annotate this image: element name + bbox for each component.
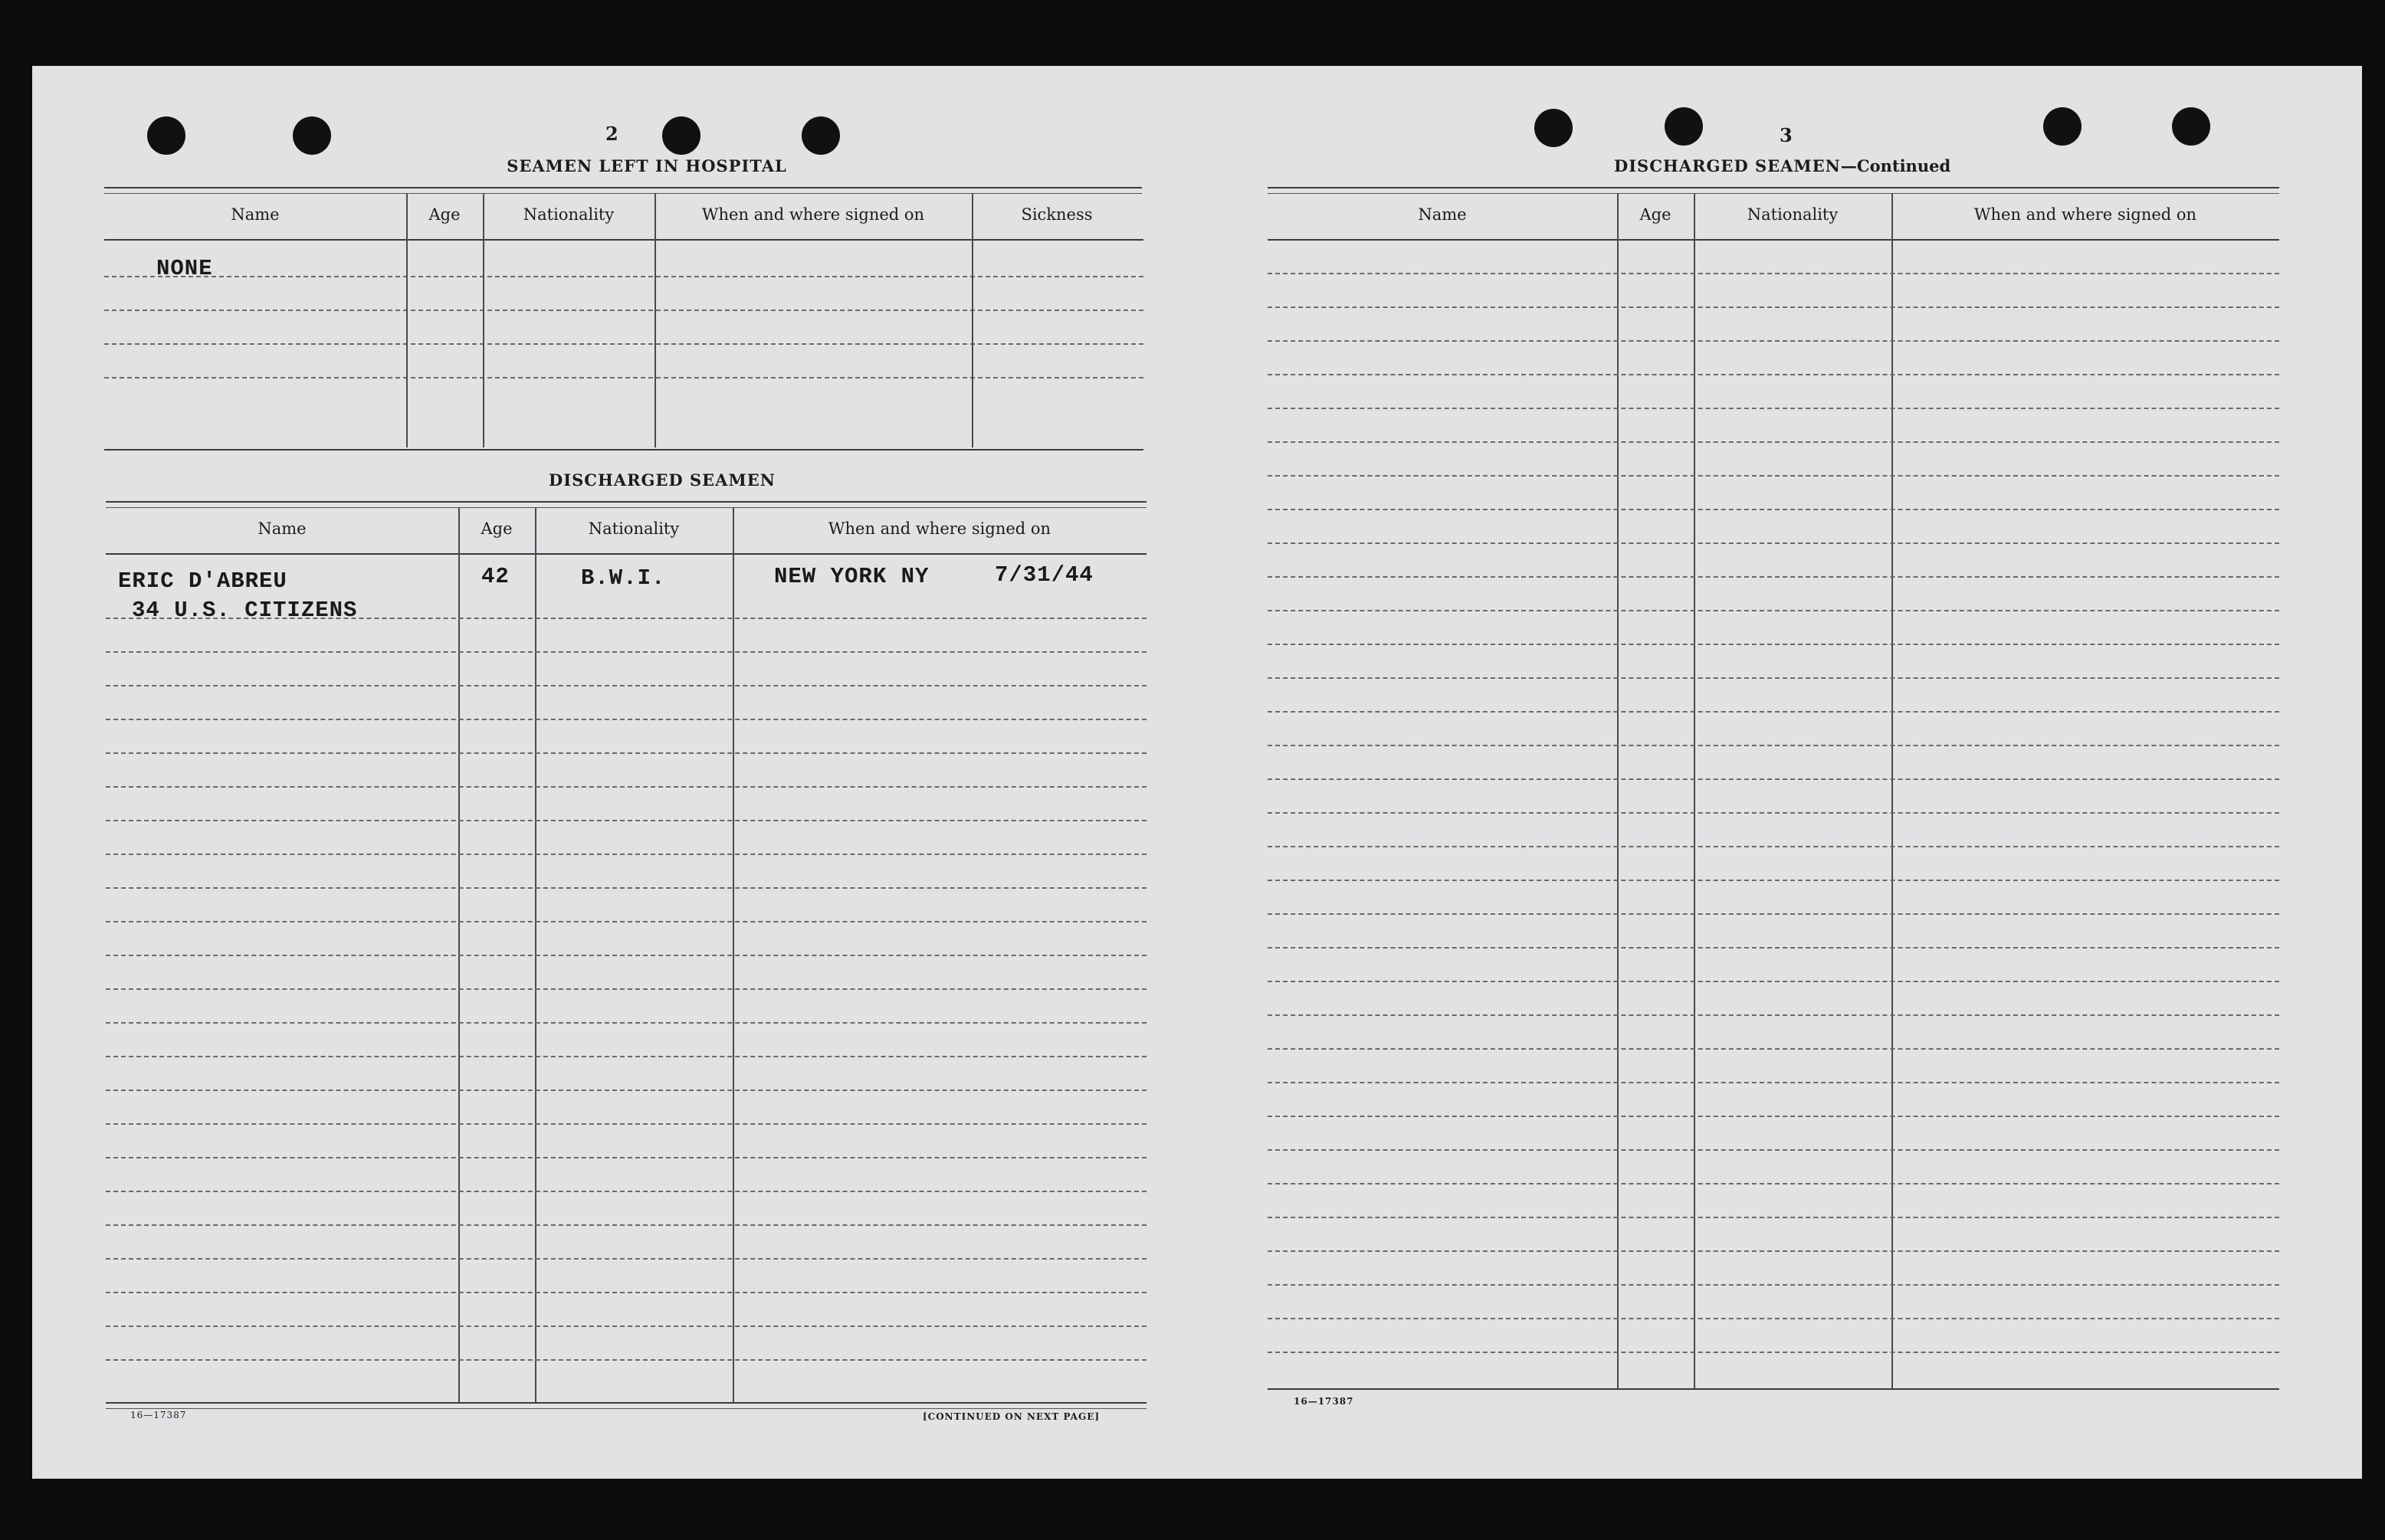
- ruled-line: [1268, 1183, 2279, 1184]
- ruled-line: [106, 854, 1147, 855]
- discharged-header-name: Name: [258, 519, 307, 538]
- ruled-line: [106, 1292, 1147, 1293]
- ruled-line: [1268, 711, 2279, 713]
- ruled-line: [1268, 374, 2279, 375]
- discharged-header-age: Age: [481, 519, 513, 538]
- ruled-line: [1268, 1217, 2279, 1218]
- ruled-line: [1268, 677, 2279, 679]
- hospital-header-sickness: Sickness: [1021, 205, 1093, 224]
- continued-note: [CONTINUED ON NEXT PAGE]: [923, 1411, 1101, 1422]
- ruled-line: [1268, 644, 2279, 645]
- ruled-line: [106, 1191, 1147, 1192]
- continued-header-age: Age: [1639, 205, 1671, 224]
- ruled-line: [106, 719, 1147, 720]
- form-number-left: 16—17387: [130, 1410, 187, 1420]
- ruled-line: [106, 955, 1147, 956]
- ruled-line: [1268, 812, 2279, 814]
- ruled-line: [1268, 1250, 2279, 1252]
- punch-hole: [2172, 107, 2210, 146]
- ruled-line: [106, 786, 1147, 788]
- table-row-date: 7/31/44: [995, 562, 1094, 588]
- hospital-entry: NONE: [156, 256, 213, 281]
- ruled-line: [1268, 306, 2279, 308]
- ruled-line: [106, 1022, 1147, 1024]
- document-sheet: [32, 66, 2362, 1479]
- ruled-line: [1268, 1352, 2279, 1353]
- ruled-line: [1268, 408, 2279, 409]
- ruled-line: [1268, 1149, 2279, 1151]
- hospital-section-title: SEAMEN LEFT IN HOSPITAL: [507, 156, 787, 175]
- ruled-line: [1268, 340, 2279, 342]
- ruled-line: [1268, 610, 2279, 611]
- ruled-line: [1268, 745, 2279, 746]
- punch-hole: [147, 116, 185, 155]
- ruled-line: [106, 1224, 1147, 1226]
- page-number-right: 3: [1780, 124, 1793, 146]
- ruled-line: [1268, 1048, 2279, 1050]
- continued-header-name: Name: [1418, 205, 1467, 224]
- punch-hole: [802, 116, 840, 155]
- ruled-line: [106, 1325, 1147, 1327]
- form-number-right: 16—17387: [1294, 1396, 1354, 1407]
- table-row-name: 34 U.S. CITIZENS: [132, 598, 358, 623]
- punch-hole: [662, 116, 700, 155]
- ruled-line: [106, 1258, 1147, 1260]
- ruled-line: [106, 921, 1147, 922]
- table-row-nationality: B.W.I.: [581, 565, 666, 591]
- hospital-header-age: Age: [428, 205, 461, 224]
- ruled-line: [1268, 509, 2279, 510]
- ruled-line: [106, 685, 1147, 686]
- ruled-line: [1268, 846, 2279, 847]
- discharged-section-title: DISCHARGED SEAMEN: [549, 470, 776, 490]
- continued-header-nationality: Nationality: [1747, 205, 1839, 224]
- hospital-header-nationality: Nationality: [523, 205, 615, 224]
- ruled-line: [106, 651, 1147, 653]
- discharged-continued-title-suffix: —Continued: [1840, 156, 1951, 175]
- continued-header-signed-on: When and where signed on: [1973, 205, 2197, 224]
- ruled-line: [106, 820, 1147, 821]
- hospital-header-name: Name: [231, 205, 280, 224]
- ruled-line: [106, 1359, 1147, 1361]
- punch-hole: [1534, 109, 1573, 147]
- punch-hole: [1665, 107, 1703, 146]
- ruled-line: [1268, 475, 2279, 477]
- ruled-line: [106, 887, 1147, 889]
- table-row-name: ERIC D'ABREU: [118, 568, 287, 594]
- discharged-header-signed-on: When and where signed on: [828, 519, 1051, 538]
- table-row-place: NEW YORK NY: [774, 564, 930, 589]
- ruled-line: [1268, 273, 2279, 274]
- ruled-line: [1268, 576, 2279, 578]
- discharged-continued-title-main: DISCHARGED SEAMEN: [1614, 156, 1841, 175]
- ruled-line: [1268, 1116, 2279, 1117]
- discharged-header-nationality: Nationality: [588, 519, 680, 538]
- ruled-line: [106, 752, 1147, 754]
- ruled-line: [1268, 1284, 2279, 1286]
- ruled-line: [106, 988, 1147, 990]
- ruled-line: [106, 1157, 1147, 1158]
- ruled-line: [1268, 947, 2279, 949]
- discharged-continued-title: [1614, 156, 1950, 175]
- ruled-line: [1268, 880, 2279, 881]
- ruled-line: [106, 1089, 1147, 1091]
- ruled-line: [1268, 1318, 2279, 1319]
- ruled-line: [1268, 1014, 2279, 1016]
- ruled-line: [106, 1056, 1147, 1057]
- punch-hole: [2043, 107, 2082, 146]
- punch-hole: [293, 116, 331, 155]
- ruled-line: [1268, 542, 2279, 544]
- ruled-line: [1268, 778, 2279, 780]
- ruled-line: [1268, 981, 2279, 982]
- table-row-age: 42: [481, 564, 510, 589]
- hospital-header-signed-on: When and where signed on: [701, 205, 925, 224]
- page-number-left: 2: [605, 123, 618, 145]
- ruled-line: [1268, 1082, 2279, 1083]
- ruled-line: [1268, 441, 2279, 443]
- ruled-line: [106, 1123, 1147, 1125]
- ruled-line: [1268, 913, 2279, 915]
